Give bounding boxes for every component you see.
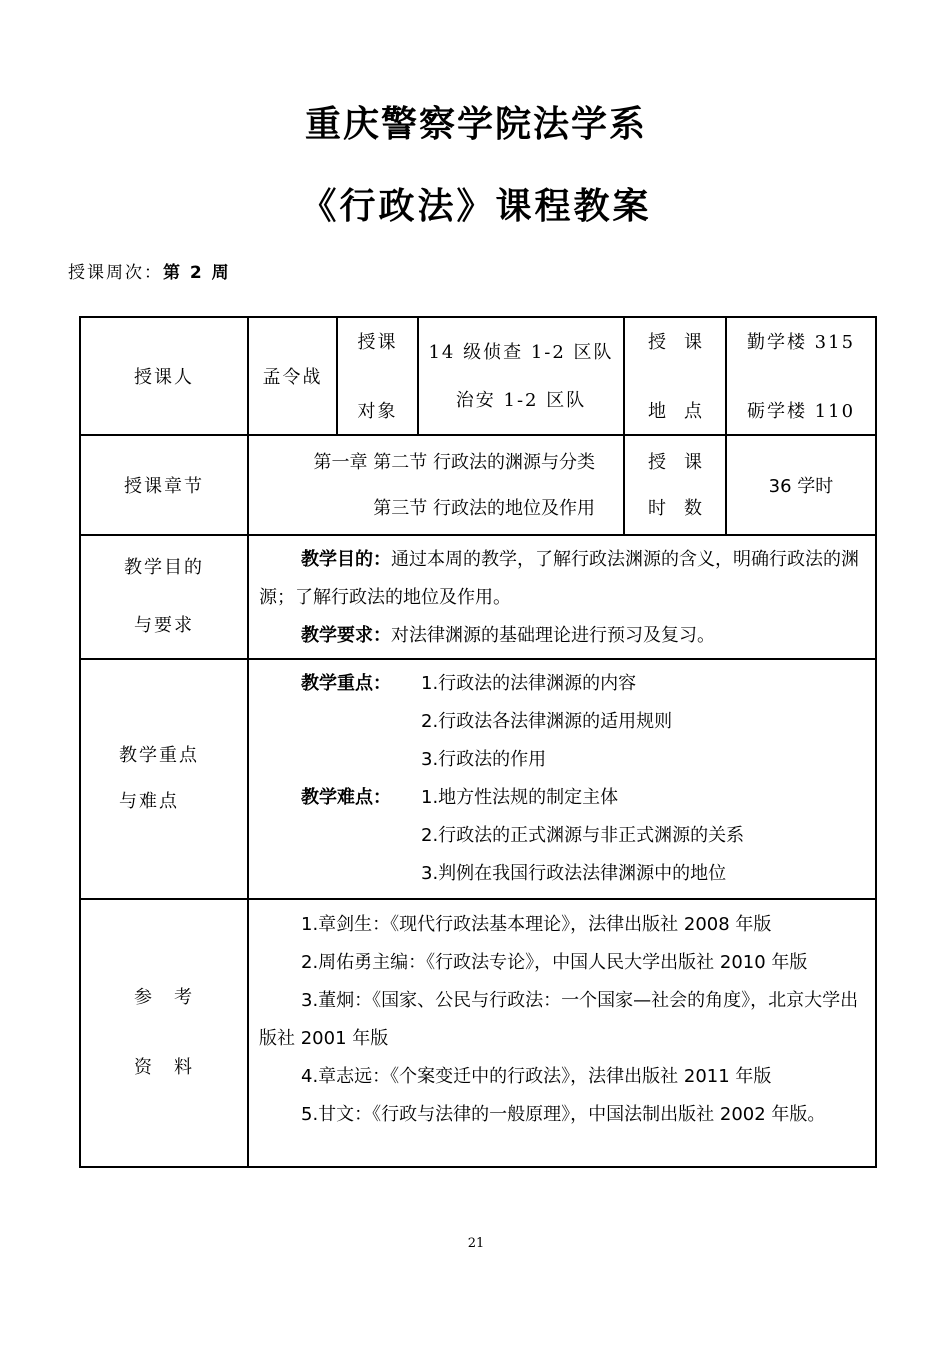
reference-item: 3.董炯：《国家、公民与行政法：一个国家—社会的角度》，北京大学出版社 2001 年版 [259, 990, 859, 1049]
hours-label-bottom: 时 数 [648, 498, 702, 519]
reference-item: 4.章志远：《个案变迁中的行政法》，法律出版社 2011 年版 [301, 1066, 772, 1087]
key-points-label [80, 659, 248, 899]
references-label-line-2: 资 料 [134, 1057, 194, 1078]
location-label-top: 授 课 [648, 332, 702, 353]
references-label [80, 899, 248, 1167]
difficulty-row-1 [259, 779, 867, 817]
requirement-label: 教学要求： [301, 625, 391, 646]
row-key-points [80, 659, 876, 899]
goal-paragraph [249, 539, 875, 617]
key-point-row-3 [259, 741, 867, 779]
key-points-label-line-2: 与难点 [119, 791, 179, 812]
difficulty-item: 1.地方性法规的制定主体 [421, 787, 619, 808]
audience-line-1: 14 级侦查 1-2 区队 [428, 342, 614, 363]
page-number: 21 [467, 1236, 485, 1251]
week-value: 第 2 周 [163, 263, 231, 283]
key-points-label-line-1: 教学重点 [119, 745, 199, 766]
chapter-value [248, 435, 624, 535]
row-chapter [80, 435, 876, 535]
key-point-item: 3.行政法的作用 [421, 749, 547, 770]
row-goals [80, 535, 876, 659]
hours-label [624, 435, 726, 535]
goal-label: 教学目的： [301, 549, 391, 570]
location-label-bottom: 地 点 [648, 401, 702, 422]
audience-label-bottom: 对象 [357, 401, 398, 422]
reference-item: 5.甘文：《行政与法律的一般原理》，中国法制出版社 2002 年版。 [301, 1104, 826, 1125]
location-value [726, 317, 876, 435]
goals-label [80, 535, 248, 659]
hours-value: 36 学时 [726, 435, 876, 535]
difficulty-row-3 [259, 855, 867, 893]
reference-item: 2.周佑勇主编：《行政法专论》，中国人民大学出版社 2010 年版 [301, 952, 808, 973]
difficulty-item: 3.判例在我国行政法法律渊源中的地位 [421, 863, 727, 884]
week-label: 授课周次： [68, 263, 163, 283]
goal-text: 通过本周的教学，了解行政法渊源的含义，明确行政法的渊源；了解行政法的地位及作用。 [259, 549, 859, 608]
key-point-row-2 [259, 703, 867, 741]
references-content [248, 899, 876, 1167]
chapter-label: 授课章节 [80, 435, 248, 535]
lesson-plan-table [79, 316, 877, 1168]
audience-label-top: 授课 [357, 332, 398, 353]
goals-label-line-2: 与要求 [134, 615, 194, 636]
requirement-paragraph [249, 617, 875, 655]
goals-content [248, 535, 876, 659]
key-point-row-1 [259, 665, 867, 703]
school-title: 重庆警察学院法学系 [304, 104, 647, 145]
reference-item: 1.章剑生：《现代行政法基本理论》，法律出版社 2008 年版 [301, 914, 772, 935]
audience-value [418, 317, 624, 435]
key-point-item: 1.行政法的法律渊源的内容 [421, 673, 637, 694]
requirement-text: 对法律渊源的基础理论进行预习及复习。 [391, 625, 715, 646]
audience-line-2: 治安 1-2 区队 [455, 390, 587, 411]
key-point-item: 2.行政法各法律渊源的适用规则 [421, 711, 673, 732]
difficulty-label: 教学难点： [301, 787, 391, 808]
hours-label-top: 授 课 [648, 452, 702, 473]
row-teacher [80, 317, 876, 435]
location-line-1: 勤学楼 315 [746, 332, 856, 353]
audience-label [337, 317, 418, 435]
chapter-line-2: 第三节 行政法的地位及作用 [373, 498, 595, 519]
course-plan-title: 《行政法》课程教案 [300, 186, 652, 227]
key-point-label: 教学重点： [301, 673, 391, 694]
row-references [80, 899, 876, 1167]
teacher-label: 授课人 [80, 317, 248, 435]
goals-label-line-1: 教学目的 [124, 557, 204, 578]
difficulty-row-2 [259, 817, 867, 855]
difficulty-item: 2.行政法的正式渊源与非正式渊源的关系 [421, 825, 745, 846]
location-label [624, 317, 726, 435]
references-label-line-1: 参 考 [134, 987, 194, 1008]
location-line-2: 砺学楼 110 [746, 401, 856, 422]
teaching-week [68, 258, 231, 283]
teacher-name: 孟令战 [248, 317, 337, 435]
chapter-line-1: 第一章 第二节 行政法的渊源与分类 [313, 452, 595, 473]
key-points-content [248, 659, 876, 899]
